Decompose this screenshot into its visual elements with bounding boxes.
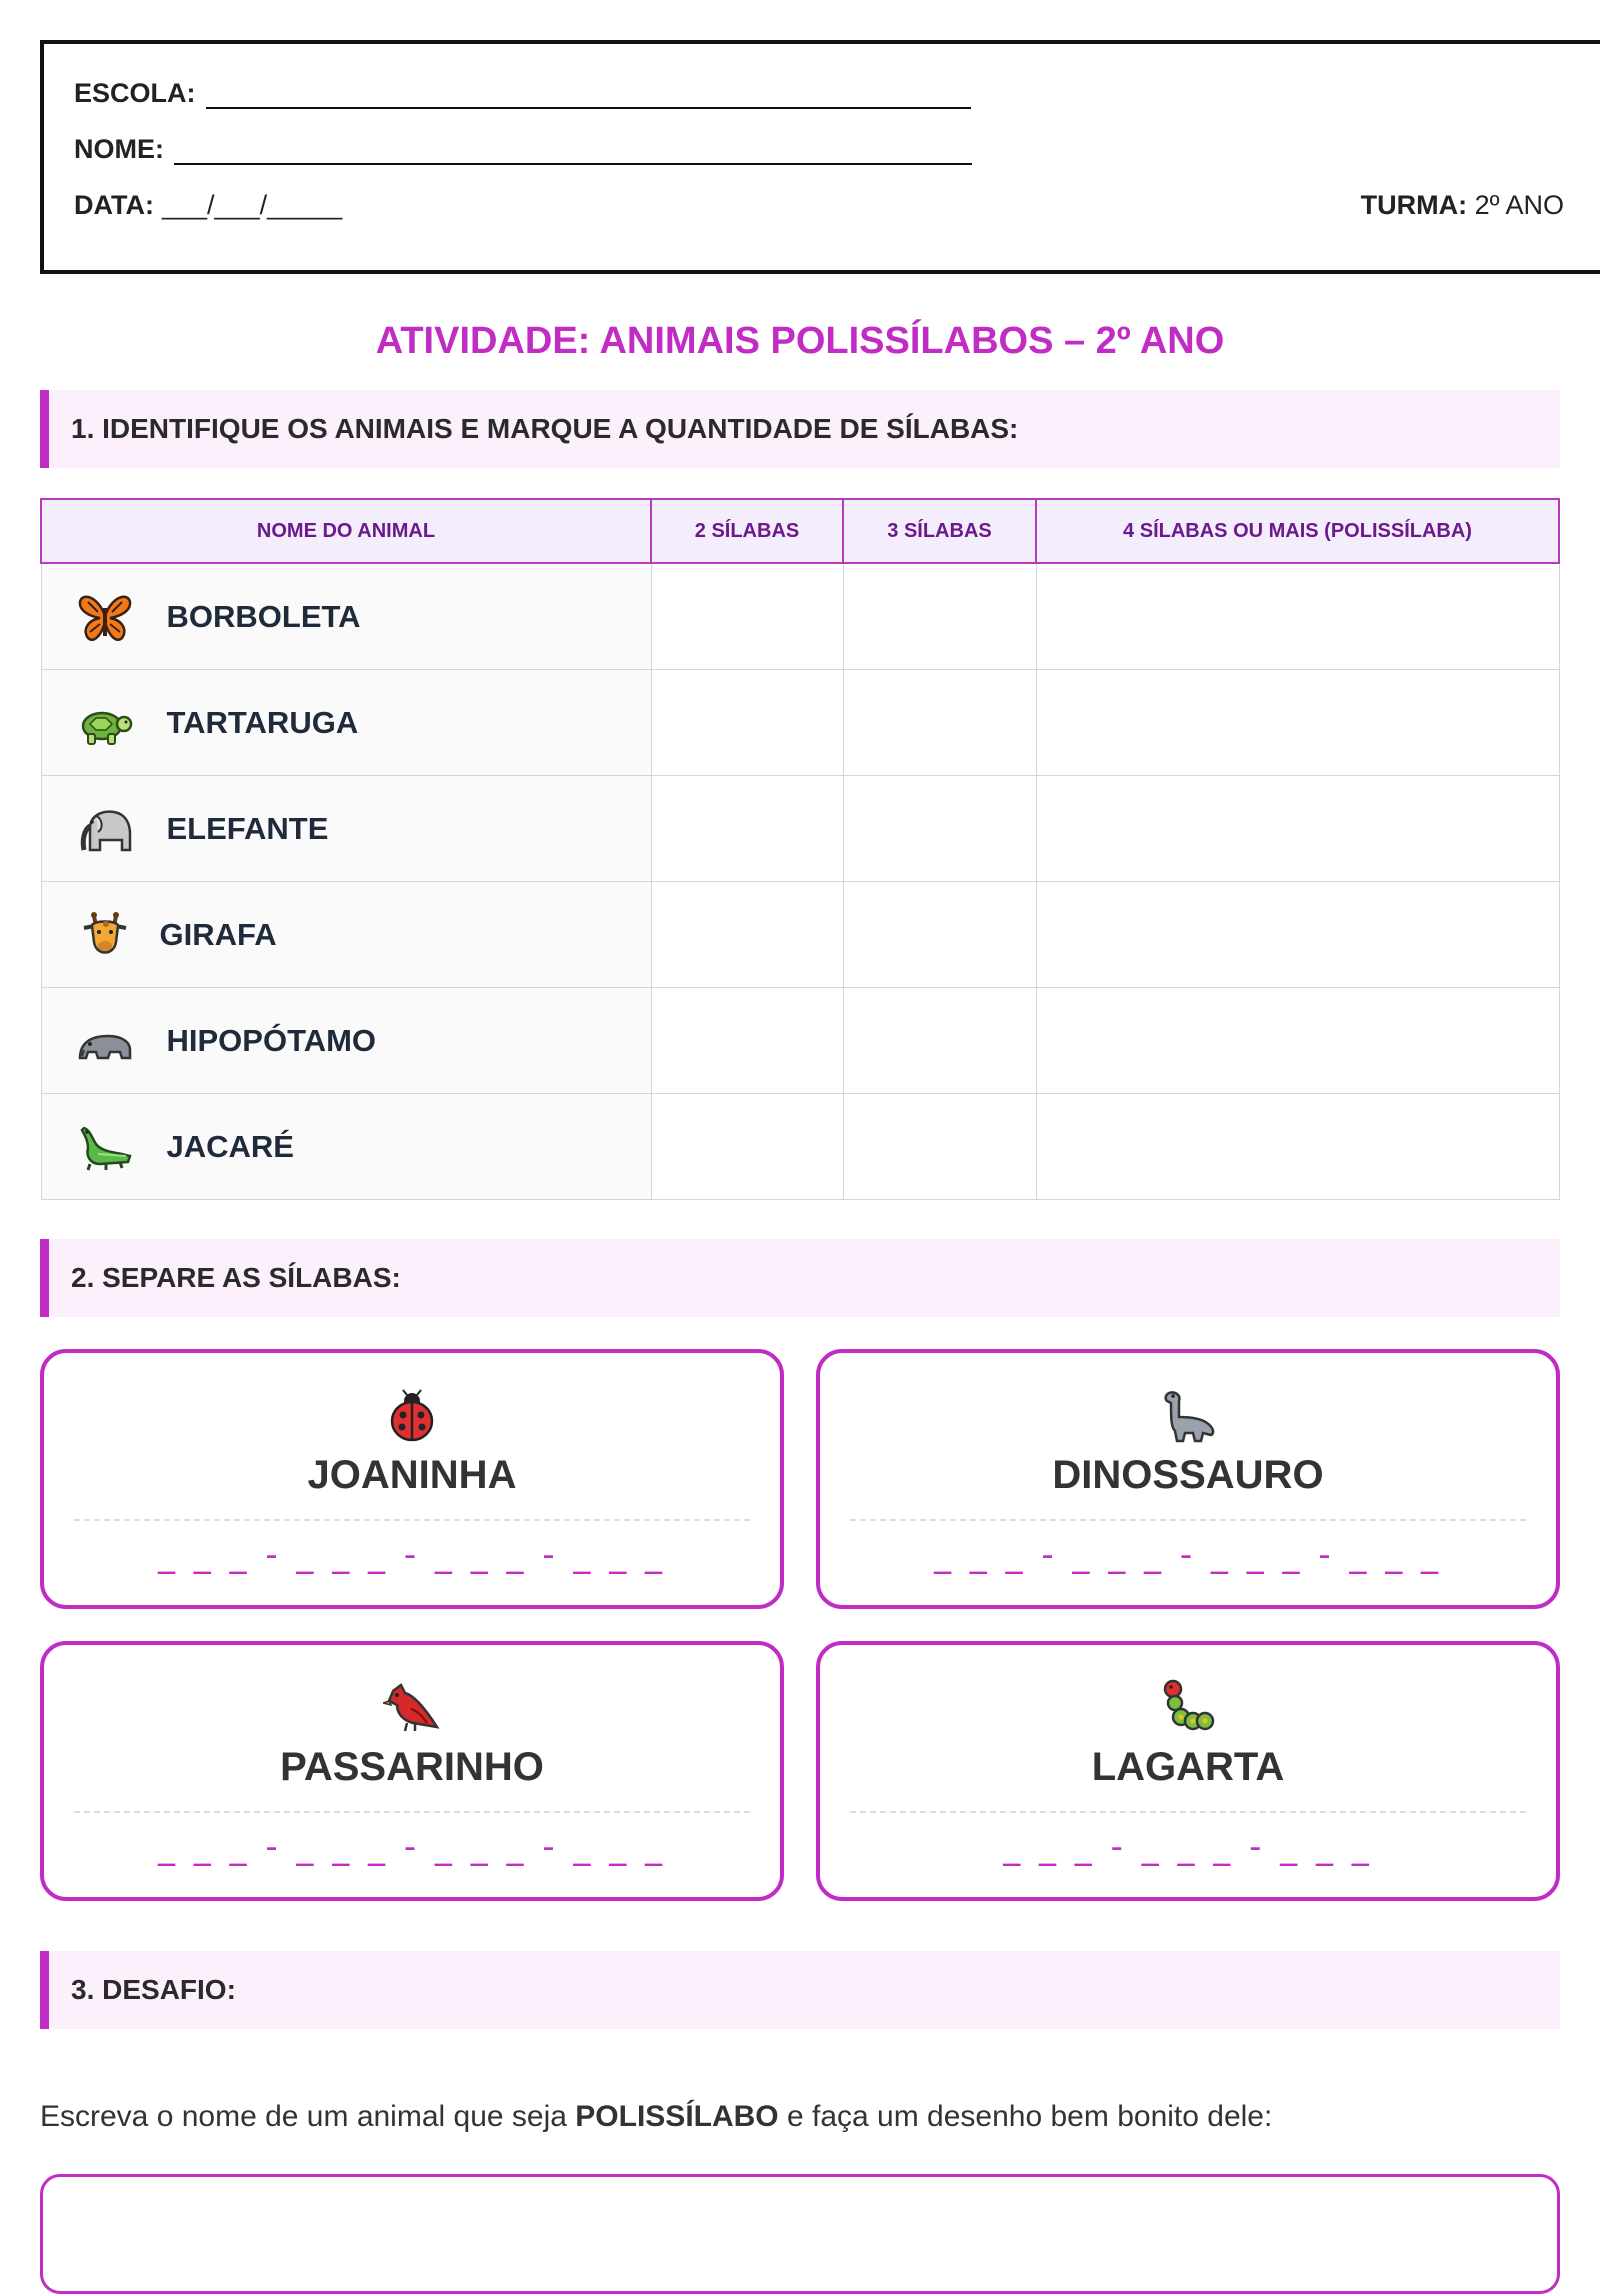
animal-name-cell	[41, 1094, 651, 1200]
header-box	[40, 40, 1600, 274]
animal-name-cell	[41, 882, 651, 988]
section2-heading: 2. SEPARE AS SÍLABAS:	[40, 1239, 1560, 1317]
data-field[interactable]: ___/___/_____	[161, 190, 343, 220]
answer-cell-3[interactable]	[843, 776, 1036, 882]
escola-field[interactable]	[206, 79, 971, 109]
instruction-text-end: e faça um desenho bem bonito dele:	[778, 2100, 1273, 2133]
animal-name: JACARÉ	[166, 1128, 294, 1164]
animal-name: BORBOLETA	[166, 598, 361, 634]
answer-cell-3[interactable]	[843, 988, 1036, 1094]
answer-cell-4[interactable]	[1036, 1094, 1559, 1200]
bird-icon	[383, 1679, 441, 1737]
challenge-instruction	[40, 2100, 1272, 2134]
escola-line	[74, 78, 971, 109]
card-divider	[850, 1519, 1526, 1521]
answer-cell-4[interactable]	[1036, 882, 1559, 988]
card-divider	[850, 1811, 1526, 1813]
sauropod-icon	[1159, 1387, 1217, 1445]
card-word: JOANINHA	[307, 1453, 517, 1497]
answer-cell-2[interactable]	[651, 882, 843, 988]
card-divider	[74, 1519, 750, 1521]
data-line	[74, 190, 342, 221]
col-3-syllables: 3 SÍLABAS	[843, 499, 1036, 563]
syllable-answer-field[interactable]: _ _ _ - _ _ _ - _ _ _ - _ _ _	[157, 1827, 667, 1867]
turma-value: 2º ANO	[1474, 190, 1564, 220]
col-4-syllables: 4 SÍLABAS OU MAIS (POLISSÍLABA)	[1036, 499, 1559, 563]
animal-name-cell	[41, 670, 651, 776]
answer-cell-3[interactable]	[843, 1094, 1036, 1200]
turtle-icon	[76, 694, 134, 752]
section1-heading: 1. IDENTIFIQUE OS ANIMAIS E MARQUE A QUANTIDADE DE SÍLABAS:	[40, 390, 1560, 468]
syllable-card	[816, 1349, 1560, 1609]
elephant-icon	[76, 800, 134, 858]
syllable-answer-field[interactable]: _ _ _ - _ _ _ - _ _ _ - _ _ _	[157, 1535, 667, 1575]
nome-line	[74, 134, 972, 165]
answer-cell-3[interactable]	[843, 670, 1036, 776]
answer-cell-3[interactable]	[843, 563, 1036, 670]
nome-label: NOME:	[74, 134, 164, 164]
butterfly-icon	[76, 588, 134, 646]
data-label: DATA:	[74, 190, 154, 220]
animal-name-cell	[41, 988, 651, 1094]
answer-cell-2[interactable]	[651, 988, 843, 1094]
card-word: DINOSSAURO	[1052, 1453, 1324, 1497]
answer-cell-2[interactable]	[651, 776, 843, 882]
table-header-row	[41, 499, 1559, 563]
table-row	[41, 882, 1559, 988]
card-word: PASSARINHO	[280, 1745, 544, 1789]
table-row	[41, 988, 1559, 1094]
instruction-bold: POLISSÍLABO	[575, 2100, 779, 2133]
drawing-area[interactable]	[40, 2174, 1560, 2294]
ladybug-icon	[383, 1387, 441, 1445]
crocodile-icon	[76, 1118, 134, 1176]
giraffe-icon	[76, 906, 134, 964]
answer-cell-4[interactable]	[1036, 563, 1559, 670]
col-2-syllables: 2 SÍLABAS	[651, 499, 843, 563]
answer-cell-4[interactable]	[1036, 988, 1559, 1094]
table-row	[41, 670, 1559, 776]
animal-name-cell	[41, 776, 651, 882]
animals-table	[40, 498, 1560, 1200]
answer-cell-3[interactable]	[843, 882, 1036, 988]
animal-name: GIRAFA	[159, 916, 277, 952]
answer-cell-2[interactable]	[651, 1094, 843, 1200]
animal-name: ELEFANTE	[166, 810, 329, 846]
col-animal-name: NOME DO ANIMAL	[41, 499, 651, 563]
syllable-answer-field[interactable]: _ _ _ - _ _ _ - _ _ _	[1003, 1827, 1373, 1867]
answer-cell-2[interactable]	[651, 670, 843, 776]
escola-label: ESCOLA:	[74, 78, 196, 108]
turma	[1361, 190, 1564, 221]
table-row	[41, 776, 1559, 882]
syllable-card	[40, 1641, 784, 1901]
caterpillar-icon	[1159, 1679, 1217, 1737]
turma-label: TURMA:	[1360, 190, 1468, 220]
section3-heading: 3. DESAFIO:	[40, 1951, 1560, 2029]
animal-name: HIPOPÓTAMO	[166, 1022, 377, 1058]
syllable-answer-field[interactable]: _ _ _ - _ _ _ - _ _ _ - _ _ _	[933, 1535, 1443, 1575]
animal-name-cell	[41, 563, 651, 670]
table-row	[41, 1094, 1559, 1200]
page-title: ATIVIDADE: ANIMAIS POLISSÍLABOS – 2º ANO	[375, 320, 1225, 362]
answer-cell-4[interactable]	[1036, 776, 1559, 882]
table-row	[41, 563, 1559, 670]
hippopotamus-icon	[76, 1012, 134, 1070]
animal-name: TARTARUGA	[166, 704, 359, 740]
card-divider	[74, 1811, 750, 1813]
nome-field[interactable]	[174, 135, 972, 165]
syllable-card	[40, 1349, 784, 1609]
card-word: LAGARTA	[1091, 1745, 1285, 1789]
answer-cell-4[interactable]	[1036, 670, 1559, 776]
answer-cell-2[interactable]	[651, 563, 843, 670]
instruction-text-start: Escreva o nome de um animal que seja	[40, 2100, 576, 2133]
syllable-card	[816, 1641, 1560, 1901]
